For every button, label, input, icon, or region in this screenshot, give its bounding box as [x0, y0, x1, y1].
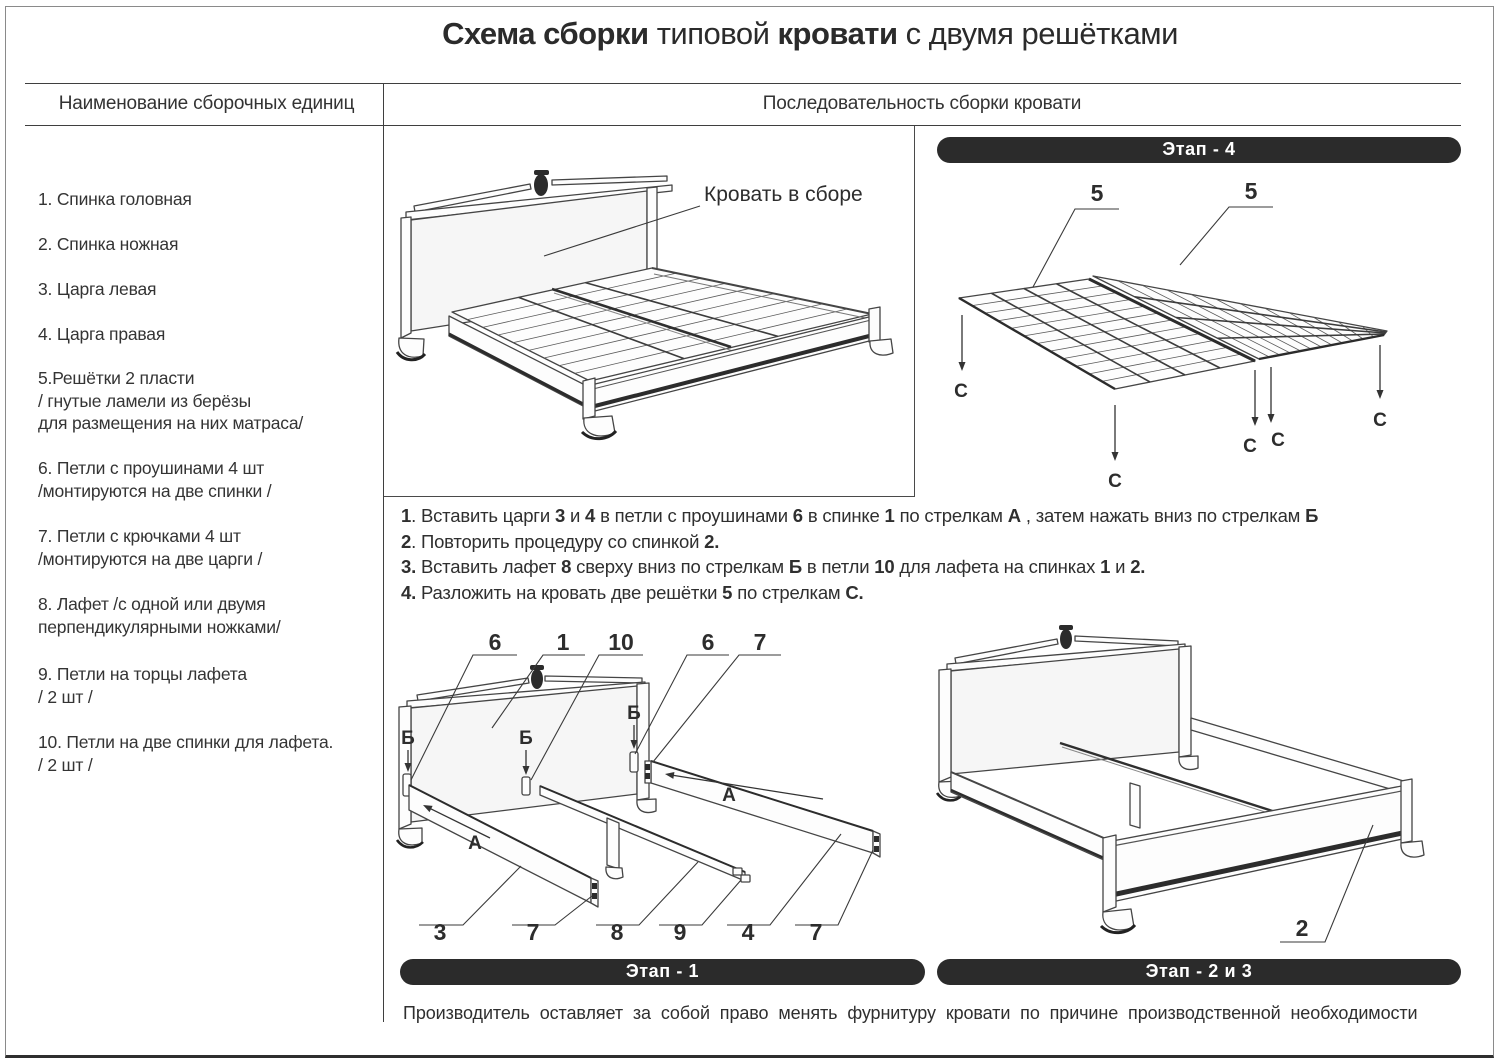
- callout-7: 7: [526, 919, 540, 945]
- stage-1-pill: Этап - 1: [400, 959, 925, 985]
- assembly-instructions: [401, 503, 1479, 605]
- parts-list-item: 1. Спинка головная: [38, 189, 192, 209]
- callout-9: 9: [673, 919, 687, 945]
- lafet-leg: [607, 818, 619, 869]
- instruction-line: 1. Вставить царги 3 и 4 в петли с проушинами 6 в спинке 1 по стрелкам А , затем нажать вниз по стрелкам Б: [401, 505, 1319, 526]
- hinge-plate: [733, 868, 742, 875]
- callout-3: 3: [433, 919, 447, 945]
- parts-list-item: 6. Петли с проушинами 4 шт /монтируются на две спинки /: [38, 458, 272, 501]
- instruction-line: 4. Разложить на кровать две решётки 5 по стрелкам С.: [401, 581, 864, 603]
- callout-leader: [512, 896, 592, 925]
- parts-list-item: 8. Лафет /с одной или двумя перпендикулярными ножками/: [38, 594, 281, 637]
- stage-4-diagram: [937, 165, 1467, 515]
- callout-leader: [659, 880, 741, 925]
- parts-list-item: 3. Царга левая: [38, 279, 157, 299]
- arrow-label-a: А: [468, 833, 482, 854]
- parts-list-item: 4. Царга правая: [38, 324, 166, 344]
- bed-foot: [1103, 909, 1134, 930]
- parts-list-item: 9. Петли на торцы лафета / 2 шт /: [38, 664, 247, 707]
- arrow-label-b: Б: [519, 728, 533, 749]
- bed-foot: [637, 799, 656, 813]
- callout-8: 8: [610, 919, 624, 945]
- arrow-label-c: С: [1373, 410, 1387, 431]
- stage-2-3-pill: Этап - 2 и 3: [937, 959, 1461, 985]
- bed-foot: [399, 338, 424, 357]
- bed-foot: [1401, 841, 1424, 857]
- column-header-sequence: Последовательность сборки кровати: [762, 93, 1082, 114]
- title-segment: с двумя решётками: [897, 16, 1178, 51]
- column-header-parts: Наименование сборочных единиц: [58, 93, 355, 114]
- arrow-label-c: С: [1243, 436, 1257, 457]
- bed-foot: [584, 416, 615, 436]
- instruction-line: 2. Повторить процедуру со спинкой 2.: [401, 530, 720, 552]
- hinge-plate: [741, 875, 750, 882]
- callout-10: 10: [608, 629, 634, 655]
- arrow-label-c: С: [1271, 430, 1285, 451]
- right-rail-part: [645, 761, 880, 857]
- bed-foot: [870, 339, 893, 355]
- page-title: [130, 16, 1490, 52]
- stage-4-pill: Этап - 4: [937, 137, 1461, 163]
- callout-leader: [1033, 209, 1119, 287]
- callout-7: 7: [809, 919, 823, 945]
- hinge-plate: [522, 777, 530, 795]
- callout-2: 2: [1295, 915, 1309, 941]
- hinge-plate: [630, 752, 638, 772]
- callout-7: 7: [753, 629, 767, 655]
- callout-1: 1: [556, 629, 570, 655]
- parts-list-item: 7. Петли с крючками 4 шт /монтируются на две царги /: [38, 526, 263, 569]
- arrow-label-c: С: [954, 381, 968, 402]
- center-rail: [1060, 743, 1285, 815]
- arrow-label-b: Б: [401, 728, 415, 749]
- header-rule-top: [25, 83, 1461, 84]
- callout-4: 4: [741, 919, 755, 945]
- callout-leader: [653, 655, 781, 762]
- manufacturer-disclaimer: Производитель оставляет за собой право менять фурнитуру кровати по причине производственной необходимости: [403, 1003, 1418, 1023]
- parts-list-item: 10. Петли на две спинки для лафета. / 2 шт /: [38, 732, 334, 775]
- title-segment: Схема сборки: [442, 16, 649, 51]
- callout-6: 6: [488, 629, 502, 655]
- parts-list-item: 2. Спинка ножная: [38, 234, 179, 254]
- bed-foot: [399, 828, 422, 845]
- callout-leader: [419, 866, 521, 925]
- callout-5: 5: [1090, 180, 1104, 206]
- assembled-bed-label: Кровать в сборе: [704, 183, 863, 206]
- title-segment: типовой: [648, 16, 778, 51]
- bed-foot: [1179, 756, 1198, 770]
- callout-5: 5: [1244, 178, 1258, 204]
- instruction-line: 3. Вставить лафет 8 сверху вниз по стрелкам Б в петли 10 для лафета на спинках 1 и 2.: [401, 556, 1146, 577]
- stage-2-3-diagram: [935, 622, 1470, 957]
- arrow-label-a: А: [722, 785, 736, 806]
- title-segment: кровати: [777, 16, 898, 51]
- arrow-label-b: Б: [627, 703, 641, 724]
- far-rail: [1191, 718, 1407, 794]
- arrow-label-c: С: [1108, 471, 1122, 492]
- lafet-leg: [1130, 783, 1140, 828]
- parts-list-item: 5.Решётки 2 пласти / гнутые ламели из берёзы для размещения на них матраса/: [38, 368, 304, 433]
- assembled-bed-diagram: [384, 126, 914, 493]
- callout-6: 6: [701, 629, 715, 655]
- callout-leader: [1180, 207, 1273, 265]
- stage-1-diagram: [395, 622, 930, 957]
- callout-leader: [795, 850, 873, 925]
